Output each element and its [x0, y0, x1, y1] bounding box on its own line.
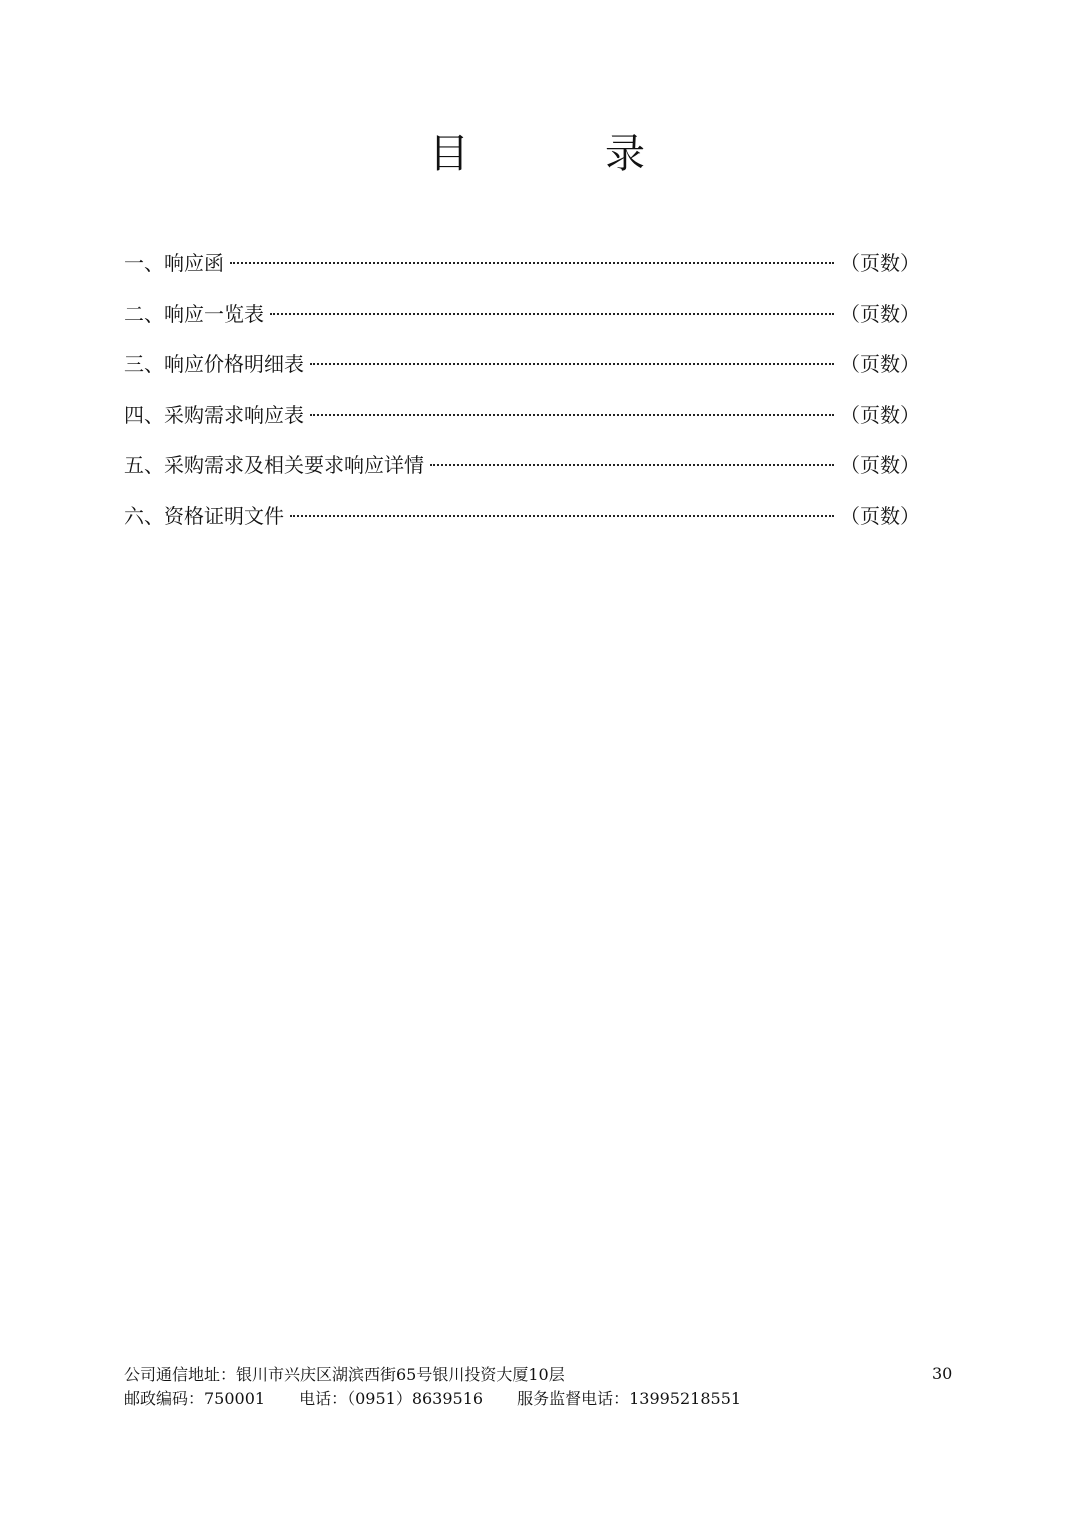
toc-entry-page: （页数）: [840, 453, 920, 478]
footer-supervision-phone: 服务监督电话：13995218551: [517, 1389, 742, 1408]
footer-contact-line: [124, 1387, 741, 1411]
toc-dot-leader: [430, 464, 834, 466]
footer-phone: 电话：（0951）8639516: [299, 1389, 484, 1408]
toc-dot-leader: [270, 313, 834, 315]
table-of-contents: [124, 245, 920, 549]
toc-entry[interactable]: [124, 397, 920, 448]
toc-dot-leader: [310, 363, 834, 365]
toc-entry-label: 三、响应价格明细表: [124, 352, 304, 377]
toc-entry-page: （页数）: [840, 352, 920, 377]
toc-dot-leader: [310, 414, 834, 416]
toc-entry-label: 一、响应函: [124, 251, 224, 275]
toc-entry-page: （页数）: [840, 503, 920, 528]
toc-entry-page: （页数）: [840, 402, 920, 427]
toc-entry-page: （页数）: [840, 301, 920, 326]
toc-entry-label: 二、响应一览表: [124, 301, 264, 326]
toc-entry[interactable]: [124, 498, 920, 549]
page-number: 30: [932, 1364, 953, 1383]
toc-entry[interactable]: [124, 245, 920, 296]
footer-postcode: 邮政编码：750001: [124, 1389, 266, 1408]
page-title: 目 录: [429, 131, 693, 177]
toc-entry-label: 五、采购需求及相关要求响应详情: [124, 453, 424, 478]
footer-address: 公司通信地址：银川市兴庆区湖滨西街65号银川投资大厦10层: [124, 1365, 565, 1384]
toc-entry-label: 四、采购需求响应表: [124, 402, 304, 427]
toc-dot-leader: [230, 262, 834, 264]
toc-entry[interactable]: [124, 296, 920, 347]
toc-entry-label: 六、资格证明文件: [124, 503, 284, 528]
toc-entry[interactable]: [124, 447, 920, 498]
toc-entry[interactable]: [124, 346, 920, 397]
toc-entry-page: （页数）: [840, 251, 920, 275]
page-footer: [124, 1363, 741, 1411]
toc-dot-leader: [290, 515, 834, 517]
